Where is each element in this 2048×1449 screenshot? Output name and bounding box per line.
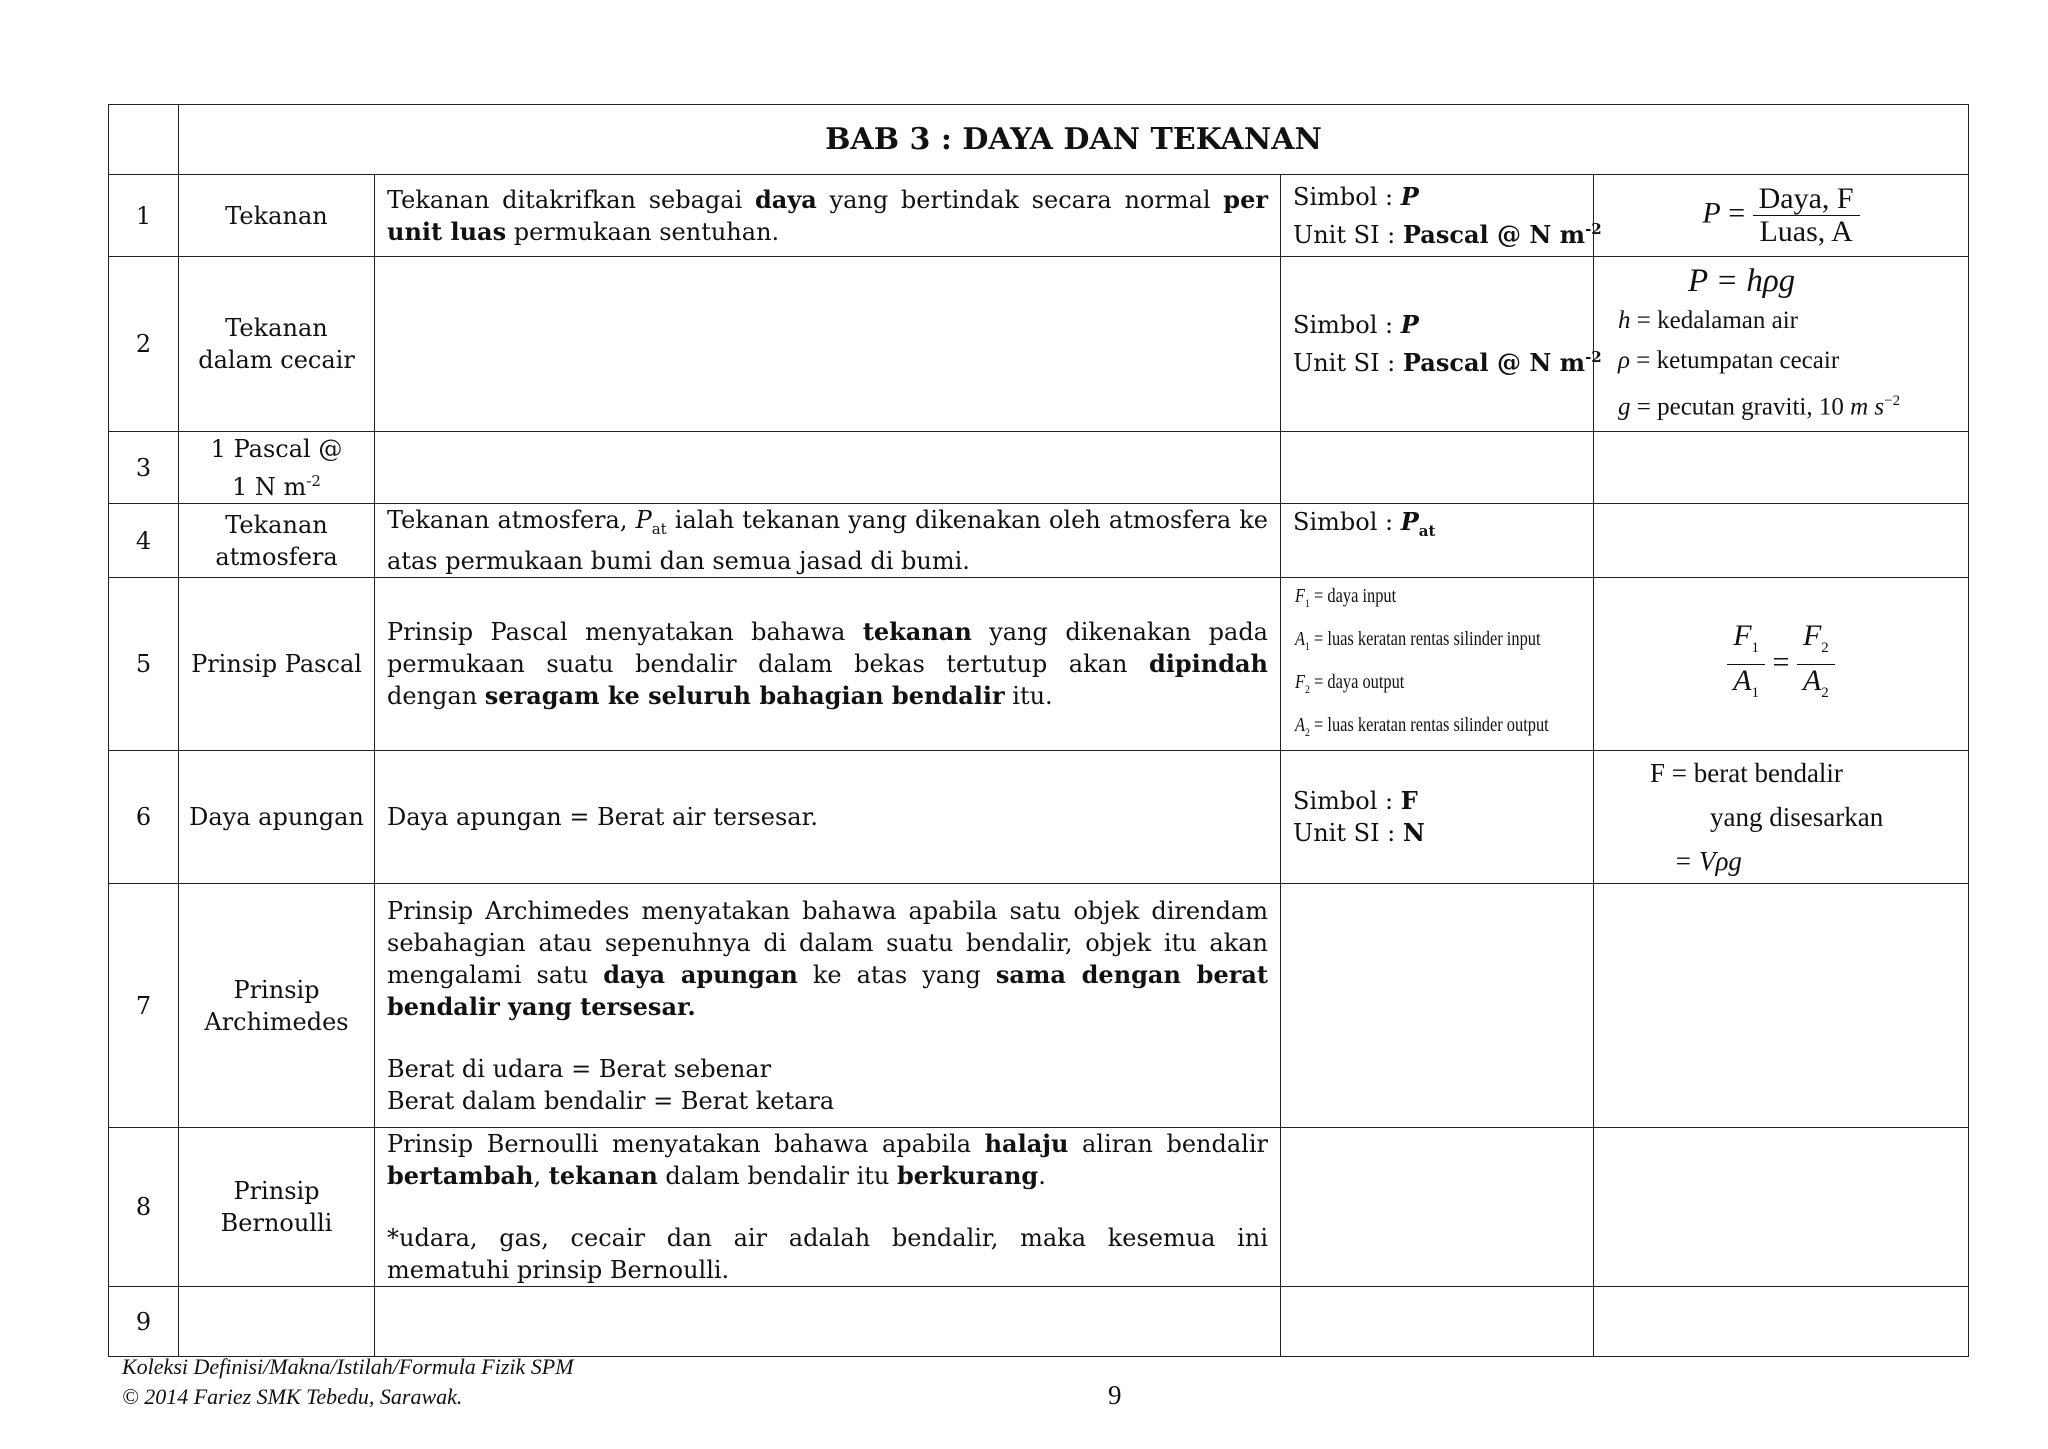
table-row — [109, 1287, 1969, 1357]
notes-table — [108, 104, 1969, 1357]
row-number: 7 — [109, 884, 179, 1128]
table-row — [109, 175, 1969, 257]
row-number: 4 — [109, 504, 179, 578]
table-row — [109, 432, 1969, 504]
table-row — [109, 751, 1969, 884]
row-number: 9 — [109, 1287, 179, 1357]
term-empty — [179, 1287, 375, 1357]
definition-empty — [375, 257, 1281, 432]
chapter-title: BAB 3 : DAYA DAN TEKANAN — [179, 105, 1969, 175]
formula-empty — [1594, 1128, 1969, 1287]
definition: Prinsip Pascal menyatakan bahawa tekanan yang dikenakan pada permukaan suatu bendalir dalam bekas tertutup akan dipindah dengan seragam ke seluruh bahagian bendalir itu. — [375, 578, 1281, 751]
formula-buoyancy: F = berat bendalir yang disesarkan = Vρg — [1594, 751, 1969, 884]
symbol-unit: Simbol : $P_{at}$ — [1281, 504, 1594, 578]
formula-pascal: $\frac{F_1}{A_1}$ = $\frac{F_2}{A_2}$ — [1594, 578, 1969, 751]
notes-table-container — [108, 104, 1968, 1357]
formula-liquid-pressure: P = hρg h = kedalaman air ρ = ketumpatan cecair g = pecutan graviti, 10 m $s^{-2}$ — [1594, 257, 1969, 432]
table-row — [109, 884, 1969, 1128]
symbol-unit-empty — [1281, 1128, 1594, 1287]
table-row — [109, 578, 1969, 751]
table-row — [109, 1128, 1969, 1287]
term: Tekanan dalam cecair — [179, 257, 375, 432]
symbol-unit: Simbol : P Unit SI : Pascal @ N $m^{-2}$ — [1281, 257, 1594, 432]
row-number: 1 — [109, 175, 179, 257]
term: Prinsip Archimedes — [179, 884, 375, 1128]
symbol-unit: Simbol : F Unit SI : N — [1281, 751, 1594, 884]
table-row — [109, 504, 1969, 578]
formula-empty — [1594, 432, 1969, 504]
variable-legend: $F_1$ = daya input $A_1$ = luas keratan rentas silinder input $F_2$ = daya output $A_2$ = luas keratan rentas silinder output — [1281, 578, 1594, 751]
term: Prinsip Bernoulli — [179, 1128, 375, 1287]
symbol-unit: Simbol : P Unit SI : Pascal @ N $m^{-2}$ — [1281, 175, 1594, 257]
title-blank-cell — [109, 105, 179, 175]
term: 1 Pascal @ 1 N $m^{-2}$ — [179, 432, 375, 504]
definition: Tekanan atmosfera, $P_{at}$ ialah tekanan yang dikenakan oleh atmosfera ke atas permukaan bumi dan semua jasad di bumi. — [375, 504, 1281, 578]
row-number: 2 — [109, 257, 179, 432]
row-number: 8 — [109, 1128, 179, 1287]
term: Tekanan atmosfera — [179, 504, 375, 578]
definition: Prinsip Archimedes menyatakan bahawa apabila satu objek direndam sebahagian atau sepenuhnya di dalam suatu bendalir, objek itu akan mengalami satu daya apungan ke atas yang sama dengan berat bendalir yang tersesar. Berat di udara = Berat sebenar Berat dalam bendalir = Berat ketara — [375, 884, 1281, 1128]
footer-collection-title: Koleksi Definisi/Makna/Istilah/Formula Fizik SPM — [122, 1354, 574, 1379]
definition: Prinsip Bernoulli menyatakan bahawa apabila halaju aliran bendalir bertambah, tekanan dalam bendalir itu berkurang. *udara, gas, cecair dan air adalah bendalir, maka kesemua ini mematuhi prinsip Bernoulli. — [375, 1128, 1281, 1287]
symbol-unit-empty — [1281, 1287, 1594, 1357]
row-number: 6 — [109, 751, 179, 884]
title-row — [109, 105, 1969, 175]
row-number: 3 — [109, 432, 179, 504]
definition-empty — [375, 1287, 1281, 1357]
formula-empty — [1594, 504, 1969, 578]
formula-empty — [1594, 1287, 1969, 1357]
formula-empty — [1594, 884, 1969, 1128]
page-footer — [122, 1352, 574, 1412]
definition: Tekanan ditakrifkan sebagai daya yang bertindak secara normal per unit luas permukaan sentuhan. — [375, 175, 1281, 257]
formula-pressure: P = $\frac{\text{Daya, F}}{\text{Luas, A}}$ — [1594, 175, 1969, 257]
definition-empty — [375, 432, 1281, 504]
symbol-unit-empty — [1281, 432, 1594, 504]
page-number: 9 — [1108, 1380, 1122, 1410]
row-number: 5 — [109, 578, 179, 751]
term: Tekanan — [179, 175, 375, 257]
footer-copyright: © 2014 Fariez SMK Tebedu, Sarawak. — [122, 1384, 463, 1409]
term: Prinsip Pascal — [179, 578, 375, 751]
definition: Daya apungan = Berat air tersesar. — [375, 751, 1281, 884]
term: Daya apungan — [179, 751, 375, 884]
table-row — [109, 257, 1969, 432]
symbol-unit-empty — [1281, 884, 1594, 1128]
